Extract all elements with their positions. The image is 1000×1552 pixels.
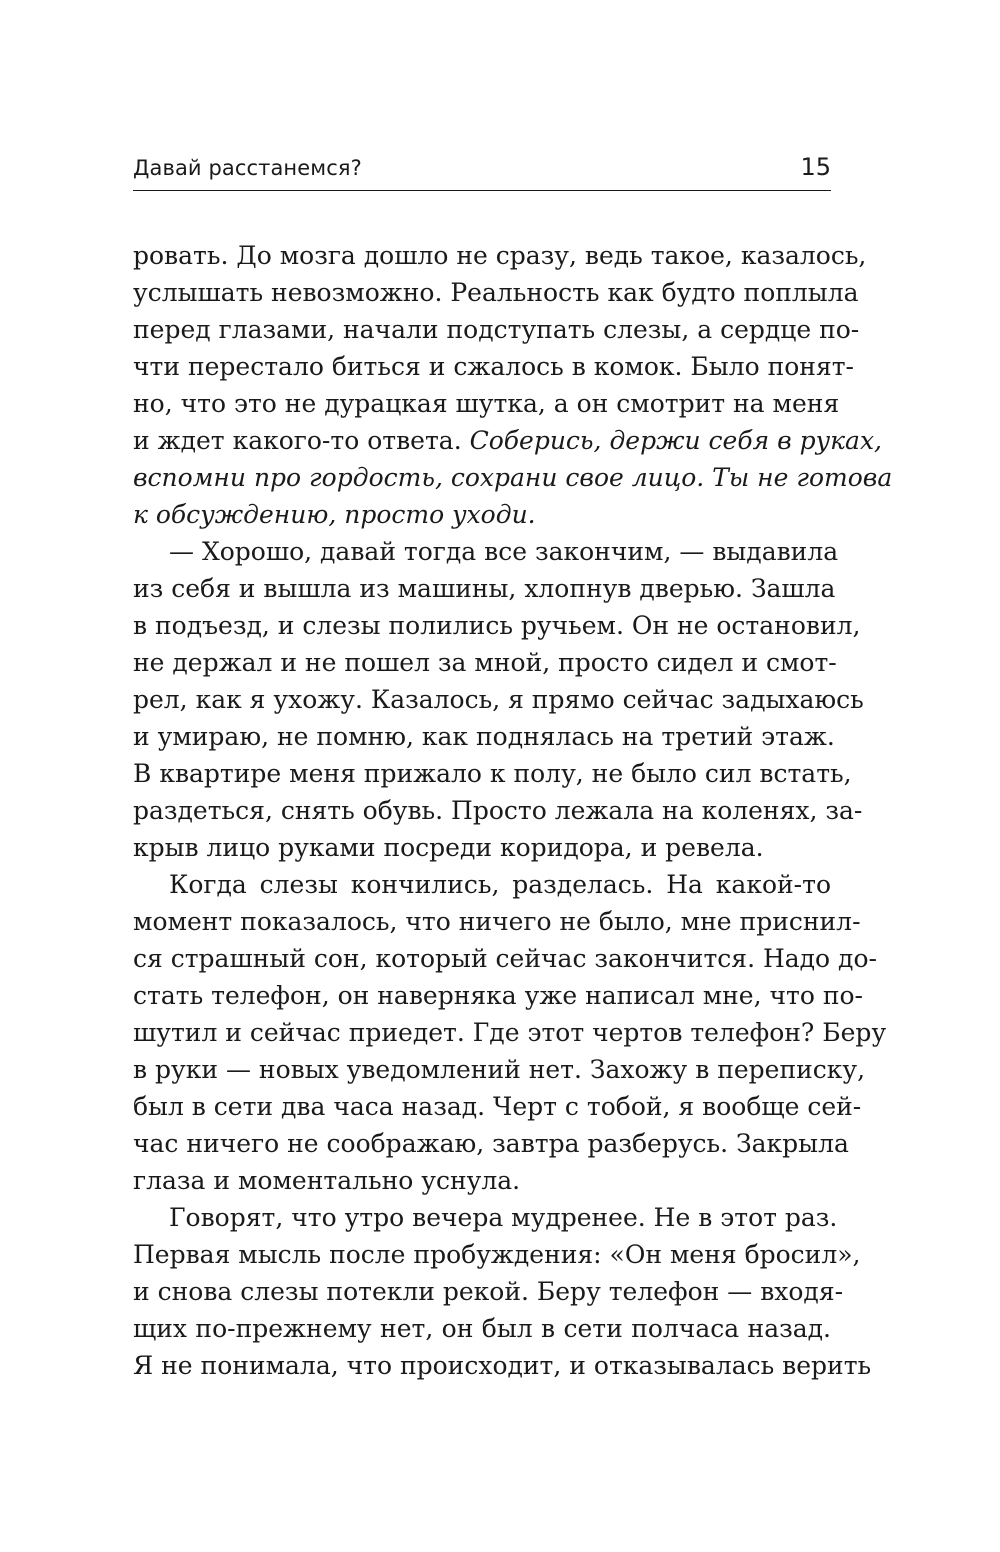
text-line bbox=[133, 866, 831, 903]
text-run: Я не понимала, что происходит, и отказывалась верить bbox=[133, 1351, 872, 1380]
text-line bbox=[133, 940, 877, 977]
text-line bbox=[133, 829, 831, 866]
text-run: Когда слезы кончились, разделась. На какой-то bbox=[169, 870, 831, 899]
text-line bbox=[133, 1125, 849, 1162]
text-run: услышать невозможно. Реальность как будто поплыла bbox=[133, 278, 859, 307]
text-run: рел, как я ухожу. Казалось, я прямо сейчас задыхаюсь bbox=[133, 685, 864, 714]
text-run: Говорят, что утро вечера мудренее. Не в этот раз. bbox=[169, 1203, 838, 1232]
italic-text-run: вспомни про гордость, сохрани свое лицо. Ты не готова bbox=[133, 463, 893, 492]
text-run: ся страшный сон, который сейчас закончится. Надо до- bbox=[133, 944, 877, 973]
text-line bbox=[133, 1014, 887, 1051]
text-line bbox=[133, 1162, 831, 1199]
text-line bbox=[133, 681, 864, 718]
text-line bbox=[133, 1088, 862, 1125]
running-title: Давай расстанемся? bbox=[133, 156, 362, 180]
text-line bbox=[133, 792, 863, 829]
running-header bbox=[133, 150, 831, 191]
text-line bbox=[133, 607, 861, 644]
text-run: был в сети два часа назад. Черт с тобой, я вообще сей- bbox=[133, 1092, 862, 1121]
text-run: час ничего не соображаю, завтра разберусь. Закрыла bbox=[133, 1129, 849, 1158]
text-run: из себя и вышла из машины, хлопнув дверью. Зашла bbox=[133, 574, 836, 603]
text-line bbox=[133, 496, 831, 533]
text-line bbox=[133, 237, 867, 274]
text-run: щих по-прежнему нет, он был в сети полчаса назад. bbox=[133, 1314, 831, 1343]
text-line bbox=[133, 977, 864, 1014]
text-run: но, что это не дурацкая шутка, а он смотрит на меня bbox=[133, 389, 840, 418]
text-run: в руки — новых уведомлений нет. Захожу в переписку, bbox=[133, 1055, 866, 1084]
text-run: момент показалось, что ничего не было, мне приснил- bbox=[133, 907, 861, 936]
text-run: В квартире меня прижало к полу, не было сил встать, bbox=[133, 759, 852, 788]
body-text bbox=[133, 237, 893, 1384]
text-line bbox=[133, 274, 859, 311]
text-run: не держал и не пошел за мной, просто сидел и смот- bbox=[133, 648, 837, 677]
text-line bbox=[133, 385, 840, 422]
text-run: в подъезд, и слезы полились ручьем. Он не остановил, bbox=[133, 611, 861, 640]
text-line bbox=[133, 755, 852, 792]
text-line bbox=[133, 1310, 831, 1347]
text-line bbox=[133, 459, 893, 496]
text-line bbox=[133, 1051, 866, 1088]
text-line bbox=[133, 1347, 872, 1384]
text-line bbox=[133, 1199, 838, 1236]
italic-text-run: к обсуждению, просто уходи. bbox=[133, 500, 536, 529]
text-run: стать телефон, он наверняка уже написал мне, что по- bbox=[133, 981, 864, 1010]
text-run: Первая мысль после пробуждения: «Он меня бросил», bbox=[133, 1240, 861, 1269]
text-run: ровать. До мозга дошло не сразу, ведь такое, казалось, bbox=[133, 241, 867, 270]
text-line bbox=[133, 311, 860, 348]
text-run: раздеться, снять обувь. Просто лежала на коленях, за- bbox=[133, 796, 863, 825]
text-line bbox=[133, 422, 882, 459]
text-line bbox=[133, 903, 861, 940]
text-run: шутил и сейчас приедет. Где этот чертов телефон? Беру bbox=[133, 1018, 887, 1047]
text-run: крыв лицо руками посреди коридора, и ревела. bbox=[133, 833, 764, 862]
text-run: и умираю, не помню, как поднялась на третий этаж. bbox=[133, 722, 835, 751]
text-run: и снова слезы потекли рекой. Беру телефон — входя- bbox=[133, 1277, 844, 1306]
text-run: глаза и моментально уснула. bbox=[133, 1166, 521, 1195]
text-run: чти перестало биться и сжалось в комок. Было понят- bbox=[133, 352, 855, 381]
text-line bbox=[133, 1236, 861, 1273]
text-run: — Хорошо, давай тогда все закончим, — выдавила bbox=[169, 537, 839, 566]
text-line bbox=[133, 570, 836, 607]
text-line bbox=[133, 644, 837, 681]
text-line bbox=[133, 348, 855, 385]
text-line bbox=[133, 533, 839, 570]
italic-text-run: Соберись, держи себя в руках, bbox=[469, 426, 882, 455]
page-number: 15 bbox=[800, 153, 831, 181]
text-run: и ждет какого-то ответа. bbox=[133, 426, 470, 455]
text-line bbox=[133, 1273, 844, 1310]
text-run: перед глазами, начали подступать слезы, а сердце по- bbox=[133, 315, 860, 344]
text-line bbox=[133, 718, 835, 755]
